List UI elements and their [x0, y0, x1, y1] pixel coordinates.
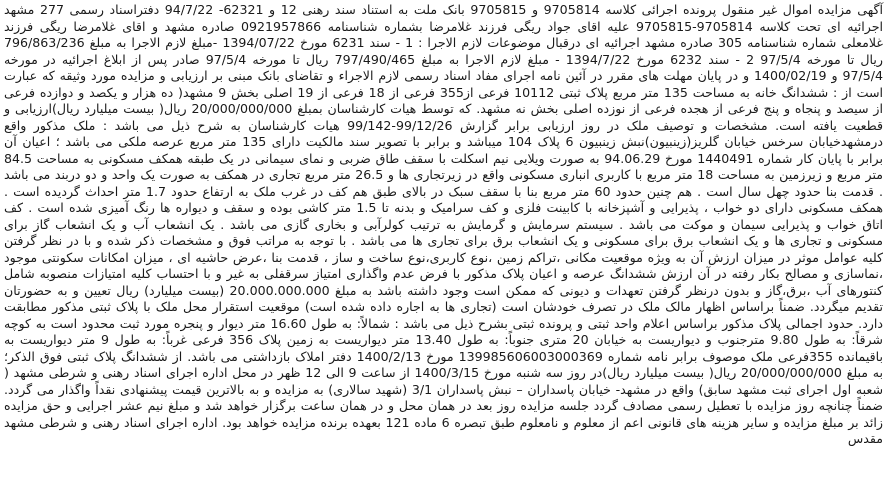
- notice-body-paragraph: آگهی مزایده اموال غیر منقول پرونده اجرائی کلاسه 9705814 و 9705815 بانک ملت به استناد سند رهنی 12 و 62321- 94/7/22 دفتراسناد رسمی 277 مشهد اجرائیه ای تحت کلاسه 9705814-9705815 علیه اقای جواد ریگی فرزند غلامرضا بشماره شناسنامه 0921957866 صادره مشهد و اقای غلامرضا ریگی فرزند غلامعلی شماره شناسنامه 305 صادره مشهد اجرائیه ای درقبال موضوعات لازم الاجرا : 1 - سند 6231 مورخ 1394/07/22 -مبلغ لازم الاجرا به مبلغ 796/863/236 ریال تا مورخه 97/5/4 2 - سند 6232 مورخ 1394/7/22 - مبلغ لازم الاجرا به مبلغ 797/490/465 ریال تا مورخه 97/5/4 صادر پس از ابلاغ اجرائیه در مورخه 97/5/4 و 1400/02/19 و در پایان مهلت های مقرر در آئین نامه اجرای مفاد اسناد رسمی لازم الاجراء و تقاضای بانک مبنی بر ارزیابی و مزایده مورد وثیقه که عبارت است از : ششدانگ خانه به مساحت 135 متر مربع پلاک ثبتی 10112 فرعی از355 فرعی از 18 فرعی از 19 اصلی بخش 9 مشهد( ده هزار و یکصد و دوازده فرعی از سیصد و پنجاه و پنج فرعی از هجده فرعی از نوزده اصلی بخش نه مشهد. که توسط هیات کارشناسان بمبلغ 20/000/000/000 ریال( بیست میلیارد ریال)ارزیابی و قطعیت یافته است. مشخصات و توصیف ملک در روز ارزیابی برابر گزارش 99/12/26-99/142 هیات کارشناسان به شرح ذیل می باشد : ملک مذکور واقع درمشهدخیابان سرخس خیابان گلریز(زینبیون)نبش زینبیون 6 پلاک 104 میباشد و برابر با تصویر سند مالکیت دارای 135 متر مربع عرصه ملکی می باشد ؛ اعیان آن برابر با پایان کار شماره 1440491 مورخ 94.06.29 به صورت ویلایی نیم اسکلت با سقف طاق ضربی و نمای سیمانی در یک طبقه همکف مسکونی به مساحت 84.5 متر مربع و زیرزمین به مساحت 18 متر مربع با کاربری انباری مسکونی واقع در زیرتجاری ها و 26.5 متر مربع تجاری در همکف به صورت یک واحد و دو دربند می باشد . قدمت بنا حدود چهل سال است . هم چنین حدود 60 متر مربع بنا با سقف سبک در بالای طبق هم کف در غرب ملک به ارتفاع حدود 1.7 متر احداث گردیده است . همکف مسکونی دارای دو خواب ، پذیرایی و آشپزخانه با کابینت فلزی و کف سرامیک و بدنه تا 1.5 متر کاشی بوده و سقف و دیواره ها رنگ آمیزی شده است . کف اتاق خواب و پذیرایی سیمان و موکت می باشد . سیستم سرمایش و گرمایش به ترتیب کولرآبی و بخاری گازی می باشد . یک انشعاب آب و یک انشعاب گاز برای مسکونی و تجاری ها و یک انشعاب برق برای مسکونی و یک انشعاب برق برای تجاری ها می باشد . با توجه به مراتب فوق و مشخصات ذکر شده و با در نظر گرفتن کلیه عوامل موثر در میزان ارزش آن به ویژه موقعیت مکانی ،تراکم زمین ،نوع کاربری،نوع ساخت و ساز ، قدمت بنا ،عرض حاشیه ای ، میزان امکانات سکونتی موجود ،نماسازی و مصالح بکار رفته در آن ارزش ششدانگ عرصه و اعیان پلاک مذکور با فرض عدم واگذاری امتیاز سرقفلی به غیر و با احتساب کلیه امتیازات منصوبه شامل کنتورهای آب ،برق،گاز و بدون درنظر گرفتن تعهدات و دیونی که ممکن است وجود داشته باشد به مبلغ 20.000.000.000 (بیست میلیارد) ریال تعیین و به حضورتان تقدیم میگردد. ضمناً براساس اظهار مالک ملک در تصرف خودشان است (تجاری ها به اجاره داده شده است) موقعیت استقرار محل ملک با پلاک ثبتی مذکور مطابقت دارد. حدود اجمالی پلاک مذکور براساس اعلام واحد ثبتی و پرونده ثبتی بشرح ذیل می باشد : شمالاً: به طول 16.60 متر دیوار و پنجره مورد ثبت محدود است به کوچه شرقاً: به طول 9.80 مترجنوب و دیواریست به خیابان 20 متری جنوباً: به طول 13.40 متر دیواریست به زمین پلاک 356 فرعی غرباً: به طول 9 متر دیواریست به باقیمانده 355فرعی ملک موصوف برابر نامه شماره 139985606003000369 مورخ 1400/2/13 دفتر املاک بازداشتی می باشد. از ششدانگ پلاک ثبتی فوق الذکر؛ به مبلغ 20/000/000/000 ریال( بیست میلیارد ریال)در روز سه شنبه مورخ 1400/3/15 از ساعت 9 الی 12 ظهر در محل اداره اجرای اسناد رهنی و شرطی مشهد ( شعبه اول اجرای ثبت مشهد سابق) واقع در مشهد- خیابان پاسداران – نبش پاسداران 3/1 (شهید سالاری) به مزایده و به بالاترین قیمت پیشنهادی نقداً واگذار می گردد. ضمناً چنانچه روز مزایده با تعطیل رسمی مصادف گردد جلسه مزایده روز بعد در همان محل و در همان ساعت برگزار خواهد شد و مبلغ نیم عشر اجرایی و حق مزایده زائد بر مبلغ مزایده و سایر هزینه های قانونی اعم از معلوم و نامعلوم طبق تبصره 6 ماده 121 بعهده برنده مزایده خواهد بود. اداره اجرای اسناد رهنی و شرطی مشهد مقدس: [4, 2, 883, 446]
